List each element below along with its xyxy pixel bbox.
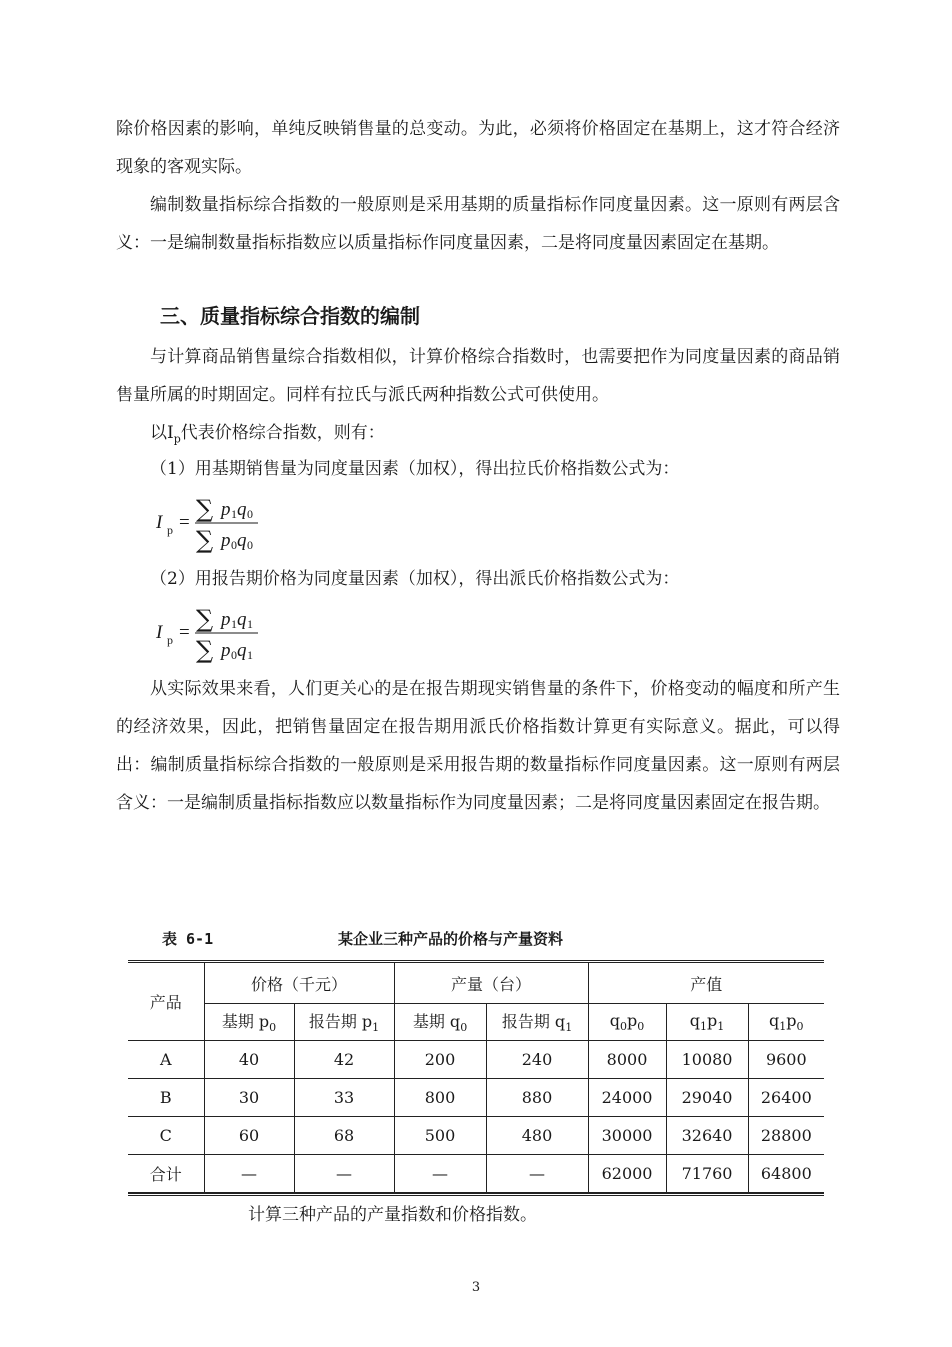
- table-cell: 68: [294, 1117, 394, 1155]
- subheader-cell: 基期 $q_0$: [394, 1004, 486, 1041]
- header-quantity: 产量（台）: [394, 963, 588, 1004]
- svg-text:1: 1: [247, 617, 253, 631]
- table-cell: A: [128, 1041, 204, 1079]
- price-quantity-table: [128, 960, 824, 1196]
- svg-text:∑: ∑: [196, 605, 214, 633]
- table-cell: —: [486, 1155, 588, 1193]
- table-cell: 480: [486, 1117, 588, 1155]
- svg-text:I: I: [156, 512, 163, 533]
- paragraph-conclusion: 从实际效果来看，人们更关心的是在报告期现实销售量的条件下，价格变动的幅度和所产生的经济效果，因此，把销售量固定在报告期用派氏价格指数计算更有实际意义。据此，可以得出：编制质量指标综合指数的一般原则是采用报告期的数量指标作同度量因素。这一原则有两层含义：一是编制质量指标指数应以数量指标作为同度量因素；二是将同度量因素固定在报告期。: [116, 679, 840, 813]
- table-cell: C: [128, 1117, 204, 1155]
- svg-text:q: q: [237, 609, 247, 630]
- svg-text:=: =: [179, 512, 190, 533]
- table-cell: 29040: [666, 1079, 748, 1117]
- svg-text:∑: ∑: [196, 526, 214, 554]
- table-cell: —: [394, 1155, 486, 1193]
- svg-text:p: p: [221, 609, 231, 630]
- table-cell: 500: [394, 1117, 486, 1155]
- table-cell: 9600: [748, 1041, 824, 1079]
- exercise-prompt: 计算三种产品的产量指数和价格指数。: [248, 1205, 537, 1225]
- subheader-cell: $q_0p_0$: [588, 1004, 666, 1041]
- table-cell: —: [294, 1155, 394, 1193]
- paragraph-ip-definition: 以$I_p$代表价格综合指数，则有：: [150, 423, 385, 446]
- svg-text:=: =: [179, 622, 190, 643]
- table-cell: 71760: [666, 1155, 748, 1193]
- svg-text:1: 1: [231, 507, 237, 521]
- svg-text:0: 0: [247, 538, 253, 552]
- table-cell: 24000: [588, 1079, 666, 1117]
- table-cell: —: [204, 1155, 294, 1193]
- subheader-cell: 报告期 $p_1$: [294, 1004, 394, 1041]
- table-cell: 合计: [128, 1155, 204, 1193]
- table-cell: 60: [204, 1117, 294, 1155]
- svg-text:q: q: [237, 499, 247, 520]
- table-cell: 10080: [666, 1041, 748, 1079]
- laspeyres-formula: [150, 494, 350, 554]
- table-title: 某企业三种产品的价格与产量资料: [338, 930, 564, 948]
- table-row: [128, 1079, 824, 1117]
- table-cell: 26400: [748, 1079, 824, 1117]
- header-product: 产品: [128, 963, 204, 1041]
- table-cell: 40: [204, 1041, 294, 1079]
- paragraph-continuation: 除价格因素的影响，单纯反映销售量的总变动。为此，必须将价格固定在基期上，这才符合经济现象的客观实际。: [116, 119, 840, 177]
- svg-text:p: p: [221, 530, 231, 551]
- table-cell: 62000: [588, 1155, 666, 1193]
- table-cell: 30000: [588, 1117, 666, 1155]
- svg-text:q: q: [237, 530, 247, 551]
- table-cell: 800: [394, 1079, 486, 1117]
- svg-text:∑: ∑: [196, 495, 214, 523]
- table-cell: 33: [294, 1079, 394, 1117]
- section-heading: 三、质量指标综合指数的编制: [160, 304, 420, 328]
- table-cell: 30: [204, 1079, 294, 1117]
- svg-text:0: 0: [231, 538, 237, 552]
- subheader-cell: $q_1p_0$: [748, 1004, 824, 1041]
- table-header-row: [128, 963, 824, 1004]
- svg-text:1: 1: [231, 617, 237, 631]
- table-subheader-row: [128, 1004, 824, 1041]
- table-cell: 200: [394, 1041, 486, 1079]
- subheader-cell: 报告期 $q_1$: [486, 1004, 588, 1041]
- table-bottom-rule: [128, 1193, 824, 1196]
- svg-text:p: p: [167, 633, 173, 647]
- svg-text:q: q: [237, 640, 247, 661]
- table-row: [128, 1041, 824, 1079]
- svg-text:I: I: [156, 622, 163, 643]
- header-value: 产值: [588, 963, 824, 1004]
- table-cell: B: [128, 1079, 204, 1117]
- svg-text:p: p: [221, 499, 231, 520]
- header-price: 价格（千元）: [204, 963, 394, 1004]
- table-cell: 42: [294, 1041, 394, 1079]
- paragraph-quantity-index-principle: 编制数量指标综合指数的一般原则是采用基期的质量指标作同度量因素。这一原则有两层含义：一是编制数量指标指数应以质量指标作同度量因素，二是将同度量因素固定在基期。: [116, 195, 840, 253]
- svg-text:∑: ∑: [196, 636, 214, 664]
- table-cell: 240: [486, 1041, 588, 1079]
- table-total-row: [128, 1155, 824, 1193]
- table-label: 表 6-1: [162, 930, 214, 948]
- table-cell: 64800: [748, 1155, 824, 1193]
- table-cell: 28800: [748, 1117, 824, 1155]
- paragraph-price-index-intro: 与计算商品销售量综合指数相似，计算价格综合指数时，也需要把作为同度量因素的商品销售量所属的时期固定。同样有拉氏与派氏两种指数公式可供使用。: [116, 347, 840, 405]
- svg-text:p: p: [167, 523, 173, 537]
- table-cell: 880: [486, 1079, 588, 1117]
- paragraph-laspeyres-lead: （1）用基期销售量为同度量因素（加权），得出拉氏价格指数公式为：: [150, 459, 680, 479]
- page-number: 3: [471, 1280, 481, 1295]
- svg-text:1: 1: [247, 648, 253, 662]
- subheader-cell: $q_1p_1$: [666, 1004, 748, 1041]
- svg-text:0: 0: [231, 648, 237, 662]
- svg-text:p: p: [221, 640, 231, 661]
- table-cell: 32640: [666, 1117, 748, 1155]
- paasche-formula: [150, 604, 350, 664]
- paragraph-paasche-lead: （2）用报告期价格为同度量因素（加权），得出派氏价格指数公式为：: [150, 569, 680, 589]
- subheader-cell: 基期 $p_0$: [204, 1004, 294, 1041]
- table-cell: 8000: [588, 1041, 666, 1079]
- svg-text:0: 0: [247, 507, 253, 521]
- table-row: [128, 1117, 824, 1155]
